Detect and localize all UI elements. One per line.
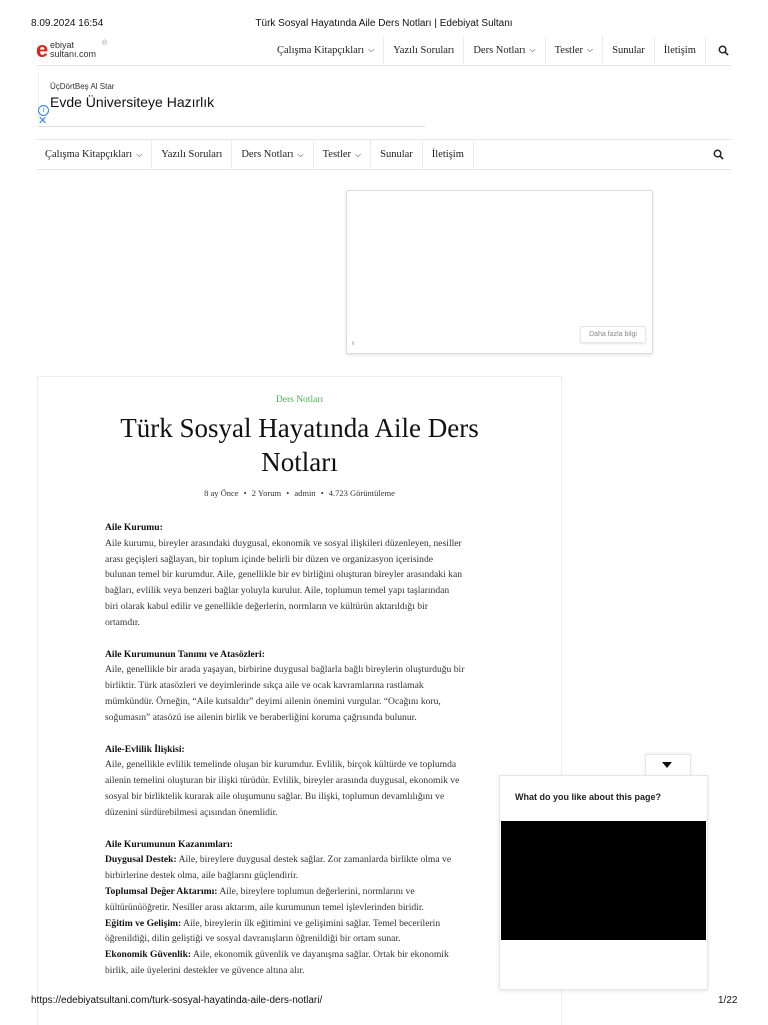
body-line: Aile kurumu, bireyler arasındaki duygusal, ekonomik ve sosyal ilişkileri düzenleyen, nesiller: [105, 537, 462, 549]
nav-item-calisma-kitapciklari[interactable]: [268, 36, 383, 64]
article-section: [105, 742, 505, 821]
print-page-number: 1/22: [718, 995, 738, 1006]
caret-down-icon: [662, 762, 672, 768]
feedback-toggle[interactable]: [645, 754, 691, 777]
chevron-down-icon: ⌵: [297, 149, 304, 159]
header-nav: [268, 36, 741, 64]
article-title-line: Türk Sosyal Hayatında Aile Ders: [120, 413, 479, 443]
search-icon: [718, 45, 729, 56]
section-heading: Aile Kurumunun Tanımı ve Atasözleri:: [105, 648, 265, 660]
article-section: [105, 647, 505, 726]
print-page-title: Türk Sosyal Hayatında Aile Ders Notları | Edebiyat Sultanı: [255, 18, 513, 29]
article-category[interactable]: Ders Notları: [275, 395, 324, 405]
nav-item-yazili-sorulari[interactable]: [151, 140, 231, 169]
body-line: ortamdır.: [105, 616, 140, 628]
meta-comments[interactable]: 2 Yorum: [251, 488, 282, 498]
chevron-down-icon: ⌵: [529, 45, 536, 54]
search-button[interactable]: [713, 149, 724, 163]
logo-line2: sultanı.com: [50, 49, 97, 59]
item-text: Aile, ekonomik güvenlik ve dayanışma sağlar. Ortak bir ekonomik: [191, 949, 449, 961]
nav-label: Çalışma Kitapçıkları: [277, 44, 365, 56]
chevron-down-icon: ⌵: [355, 149, 362, 159]
item-term: Eğitim ve Gelişim:: [105, 917, 182, 929]
item-text: Aile, bireylerin ilk eğitimini ve gelişimini sağlar. Temel becerilerin: [181, 917, 441, 929]
article-card: [37, 376, 562, 1025]
ad-learn-more-button[interactable]: Daha fazla bilgi: [580, 326, 646, 343]
body-line: Aile, genellikle bir arada yaşayan, birbirine duygusal bağlarla bağlı bireylerin oluşturduğu bir: [105, 664, 465, 676]
ad-headline: Evde Üniversiteye Hazırlık: [50, 94, 215, 110]
logo-reg: ®: [102, 40, 108, 47]
item-term: Ekonomik Güvenlik:: [105, 949, 192, 961]
nav-label: İletişim: [431, 149, 464, 160]
list-item: [105, 916, 505, 932]
nav-label: Çalışma Kitapçıkları: [45, 149, 133, 160]
item-text: Aile, bireylere toplumun değerlerini, normlarını ve: [217, 885, 415, 897]
nav-item-iletisim[interactable]: [422, 140, 474, 169]
feedback-media[interactable]: [501, 821, 706, 940]
nav-label: Yazılı Soruları: [161, 149, 223, 160]
nav-label: Sunular: [380, 149, 413, 160]
body-line: arası geçişleri sağlayan, bir toplum içinde belirli bir düzen ve organizasyon içerisinde: [105, 553, 434, 565]
meta-time: 8 ay Önce: [204, 488, 239, 498]
list-item: [105, 852, 505, 868]
meta-views: 4.723 Görüntüleme: [328, 488, 395, 498]
body-line: ailenin temelini oluşturan bir ilişki türüdür. Evlilik, bireyler arasında duygusal, ekonomik ve: [105, 775, 460, 787]
logo-line1: ebiyat: [50, 40, 75, 50]
search-icon: [713, 149, 724, 160]
site-logo[interactable]: [36, 39, 116, 63]
body-line: kültürünüöğretir. Nesiller arası aktarım, aile kurumunun temel işlevlerinden biridir.: [105, 901, 424, 913]
site-header: [36, 36, 732, 66]
item-term: Duygusal Destek:: [105, 854, 177, 866]
body-line: öğrenildiği, dilin geliştiği ve sosyal davranışların öğrenildiği bir ortam sunar.: [105, 933, 401, 945]
nav-item-testler[interactable]: [545, 36, 603, 64]
feedback-widget: [499, 775, 708, 990]
nav-label: Sunular: [612, 44, 645, 56]
main-nav: [36, 139, 732, 170]
section-heading: Aile Kurumunun Kazanımları:: [105, 838, 233, 850]
nav-item-ders-notlari[interactable]: [463, 36, 544, 64]
nav-label: Testler: [554, 44, 584, 56]
nav-label: Ders Notları: [241, 149, 294, 160]
item-text: Aile, bireylere duygusal destek sağlar. Zor zamanlarda birlikte olma ve: [176, 854, 452, 866]
print-datetime: 8.09.2024 16:54: [31, 18, 104, 29]
nav-label: Ders Notları: [473, 44, 526, 56]
article-section: [105, 837, 505, 979]
body-line: biri olarak kabul edilir ve genellikle değerlerin, normların ve kültürün aktarıldığı bir: [105, 600, 428, 612]
nav-item-calisma-kitapciklari[interactable]: [36, 140, 151, 169]
nav-item-iletisim[interactable]: [654, 36, 705, 64]
chevron-down-icon: ⌵: [136, 149, 143, 159]
ad-small-label: ÜçDörtBeş Al Star: [50, 82, 115, 91]
section-heading: Aile-Evlilik İlişkisi:: [105, 743, 185, 755]
body-line: birliktir. Türk atasözleri ve deyimlerinde sıkça aile ve ocak kavramlarına rastlamak: [105, 680, 424, 692]
article-title-line: Notları: [261, 447, 338, 477]
body-line: mümkündür. Örneğin, “Aile kutsaldır” deyimi ailenin önemini vurgular. “Ocağını koru,: [105, 695, 441, 707]
meta-author[interactable]: admin: [294, 488, 316, 498]
article-body: [105, 520, 505, 979]
ad-choices-icon: ◐: [351, 338, 358, 349]
article-meta: 8 ay Önce • 2 Yorum • admin • 4.723 Görüntüleme: [204, 488, 395, 498]
body-line: birlik, aile üyelerini destekler ve güvence altına alır.: [105, 964, 305, 976]
chevron-down-icon: ⌵: [587, 45, 594, 54]
ad-banner[interactable]: [38, 72, 425, 127]
close-icon[interactable]: ✕: [38, 115, 48, 127]
body-line: düzenini sürdürebilmesi açısından önemlidir.: [105, 806, 278, 818]
nav-item-testler[interactable]: [313, 140, 371, 169]
list-item: [105, 947, 505, 963]
list-item: [105, 884, 505, 900]
search-button[interactable]: [705, 36, 741, 64]
body-line: bulunan temel bir kurumdur. Aile, genellikle bir ev birliğini oluşturan bireyler arasındaki kan: [105, 569, 463, 581]
nav-item-yazili-sorulari[interactable]: [383, 36, 463, 64]
section-heading: Aile Kurumu:: [105, 522, 163, 533]
info-icon[interactable]: i: [38, 105, 49, 116]
body-line: Aile, genellikle evlilik temelinde oluşan bir kurumdur. Evlilik, birçok kültürde ve toplumda: [105, 759, 457, 771]
logo-mark: e: [36, 37, 49, 62]
nav-item-ders-notlari[interactable]: [231, 140, 312, 169]
body-line: soğumasın” atasözü ise ailenin birlik ve beraberliğini koruma çağrısında bulunur.: [105, 711, 417, 723]
article-section: [105, 520, 505, 631]
feedback-question: What do you like about this page?: [515, 792, 662, 802]
body-line: bağları, evlilik veya benzeri bağlar yoluyla kurulur. Aile, toplumun temel yapı taşlarından: [105, 585, 450, 597]
ad-box[interactable]: [346, 190, 653, 354]
nav-item-sunular[interactable]: [602, 36, 654, 64]
body-line: birbirlerine destek olma, aile bağlarını güçlendirir.: [105, 870, 299, 882]
nav-label: Testler: [322, 149, 352, 160]
nav-label: Yazılı Soruları: [393, 44, 455, 56]
item-term: Toplumsal Değer Aktarımı:: [105, 885, 218, 897]
chevron-down-icon: ⌵: [368, 45, 375, 54]
article-title: [38, 411, 561, 479]
body-line: sosyal bir birliktelik kurarak aile oluşumunu sağlar. Bu ilişki, toplumun devamlılığını ve: [105, 790, 445, 802]
nav-item-sunular[interactable]: [370, 140, 422, 169]
nav-label: İletişim: [663, 44, 696, 56]
print-url: https://edebiyatsultani.com/turk-sosyal-hayatinda-aile-ders-notlari/: [31, 995, 323, 1006]
